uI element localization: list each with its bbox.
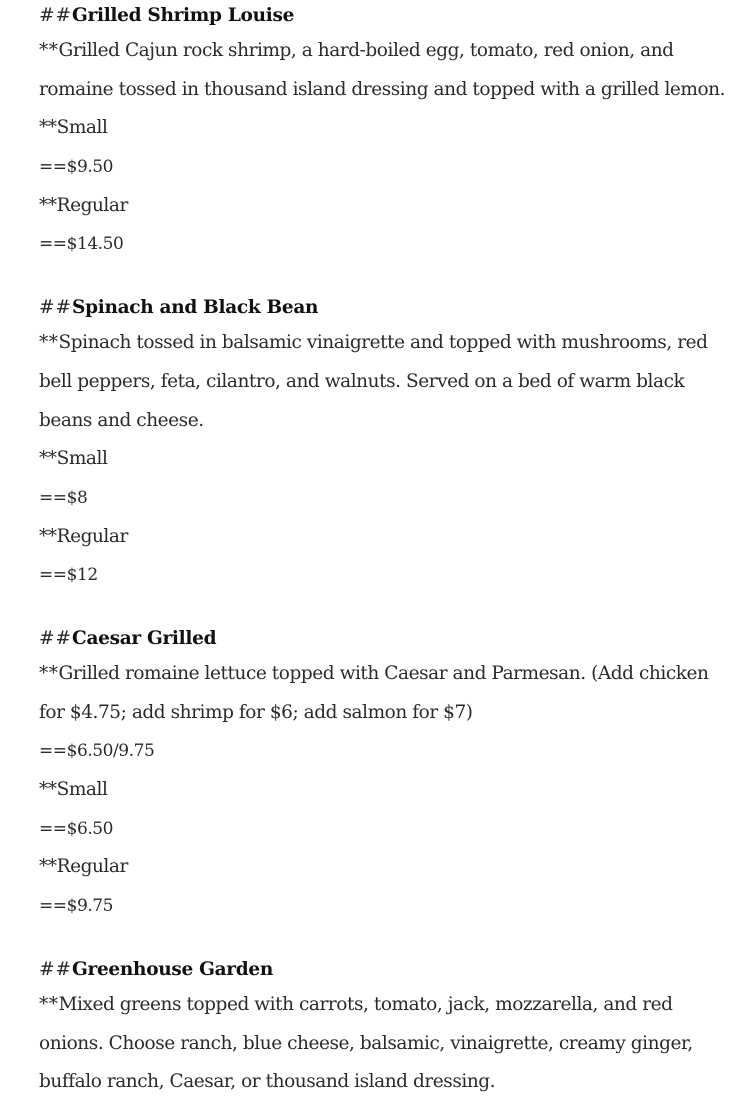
item-description xyxy=(39,32,729,109)
menu-item xyxy=(39,623,739,926)
item-name: Greenhouse Garden xyxy=(72,958,274,980)
size-label: **Small xyxy=(39,117,108,139)
size-label: **Regular xyxy=(39,525,128,547)
description-text: Spinach tossed in balsamic vinaigrette and topped with mushrooms, red bell peppers, feta, cilantro, and walnuts. Served on a bed of warm black beans and cheese. xyxy=(39,332,708,431)
price-value: ==$9.50 xyxy=(39,157,114,178)
item-title xyxy=(39,292,739,324)
description-text: Mixed greens topped with carrots, tomato, jack, mozzarella, and red onions. Choose ranch, blue cheese, balsamic, vinaigrette, creamy ginger, buffalo ranch, Caesar, or thousand island dressing. xyxy=(39,993,693,1093)
description-marker: ** xyxy=(39,332,59,354)
size-label: **Regular xyxy=(39,856,128,878)
size-label: **Small xyxy=(39,779,108,801)
description-marker: ** xyxy=(39,663,59,685)
item-title xyxy=(39,954,739,986)
item-description xyxy=(39,986,729,1102)
description-marker: ** xyxy=(39,993,59,1015)
price-value: ==$12 xyxy=(39,565,98,586)
menu-item xyxy=(39,0,739,264)
heading-marker: ## xyxy=(39,958,73,980)
item-name: Grilled Shrimp Louise xyxy=(72,5,295,26)
item-name: Spinach and Black Bean xyxy=(72,297,319,319)
description-marker: ** xyxy=(39,40,59,61)
item-title xyxy=(39,623,739,655)
size-label: **Small xyxy=(39,448,108,470)
price-value: ==$6.50/9.75 xyxy=(39,741,155,762)
menu-item xyxy=(39,292,739,595)
price-value: ==$9.75 xyxy=(39,896,114,917)
heading-marker: ## xyxy=(39,628,73,650)
heading-marker: ## xyxy=(39,5,73,26)
item-description xyxy=(39,324,729,440)
heading-marker: ## xyxy=(39,297,73,319)
price-value: ==$14.50 xyxy=(39,234,124,255)
price-value: ==$8 xyxy=(39,487,88,508)
description-text: Grilled Cajun rock shrimp, a hard-boiled egg, tomato, red onion, and romaine tossed in thousand island dressing and topped with a grilled lemon. xyxy=(39,40,726,100)
price-value: ==$6.50 xyxy=(39,818,114,839)
menu-page xyxy=(39,0,739,1102)
item-title xyxy=(39,0,739,32)
item-description xyxy=(39,655,729,732)
description-text: Grilled romaine lettuce topped with Caesar and Parmesan. (Add chicken for $4.75; add shrimp for $6; add salmon for $7) xyxy=(39,663,709,723)
size-label: **Regular xyxy=(39,194,128,216)
menu-item xyxy=(39,954,739,1102)
item-name: Caesar Grilled xyxy=(72,628,217,650)
